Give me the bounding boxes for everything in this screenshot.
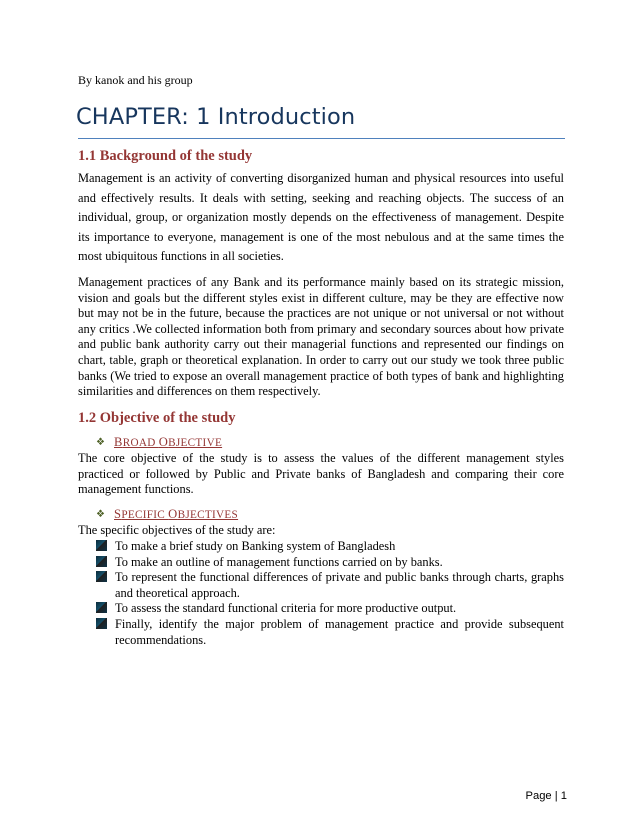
square-bullet-icon: [96, 602, 107, 613]
square-bullet-icon: [96, 556, 107, 567]
chapter-title: CHAPTER: 1 Introduction: [76, 104, 356, 130]
background-paragraph-1: Management is an activity of converting disorganized human and physical resources into useful and effectively results. It deals with setting, seeking and reaching objects. The success of an individual, group, or organization mostly depends on the effectiveness of management. Despite its importance to everyone, management is one of the most nebulous and at the same times the most ubiquitous functions in all societies.: [78, 171, 564, 264]
broad-objective-label: BROAD OBJECTIVE: [114, 435, 223, 449]
broad-objective-paragraph: The core objective of the study is to assess the values of the different management styles practiced or followed by Public and Private banks of Bangladesh and comparing their core management functions.: [78, 451, 564, 497]
title-divider: [78, 138, 565, 139]
section-heading-objective: 1.2 Objective of the study: [78, 410, 236, 426]
specific-objectives-intro: The specific objectives of the study are:: [78, 523, 276, 537]
page-header: By kanok and his group: [78, 73, 193, 87]
specific-objectives-heading: [96, 507, 238, 522]
list-item: To represent the functional differences of private and public banks through charts, graphs and theoretical approach.: [96, 570, 564, 601]
specific-objectives-list: [96, 539, 564, 648]
list-item: To assess the standard functional criteria for more productive output.: [96, 601, 564, 617]
square-bullet-icon: [96, 618, 107, 629]
list-item: To make an outline of management functions carried on by banks.: [96, 555, 564, 571]
list-item: To make a brief study on Banking system of Bangladesh: [96, 539, 564, 555]
square-bullet-icon: [96, 571, 107, 582]
list-item: Finally, identify the major problem of management practice and provide subsequent recommendations.: [96, 617, 564, 648]
square-bullet-icon: [96, 540, 107, 551]
page-number: Page | 1: [525, 790, 567, 802]
broad-objective-heading: [96, 435, 222, 450]
section-heading-background: 1.1 Background of the study: [78, 148, 253, 164]
diamond-bullet-icon: ❖: [96, 437, 105, 448]
specific-objectives-label: SPECIFIC OBJECTIVES: [114, 507, 239, 521]
diamond-bullet-icon: ❖: [96, 509, 105, 520]
background-paragraph-2: Management practices of any Bank and its performance mainly based on its strategic mission, vision and goals but the different styles exist in different culture, may be they are effective now but may not be in the future, because the practices are not unique or not universal or not without any critics .We collected information both from primary and secondary sources about how private and public bank authority carry out their managerial functions and represented our findings on chart, table, graph or theoretical explanation. In order to carry out our study we took three public banks (We tried to expose an overall management practice of both types of bank and highlighting similarities and differences on them respectively.: [78, 275, 564, 399]
